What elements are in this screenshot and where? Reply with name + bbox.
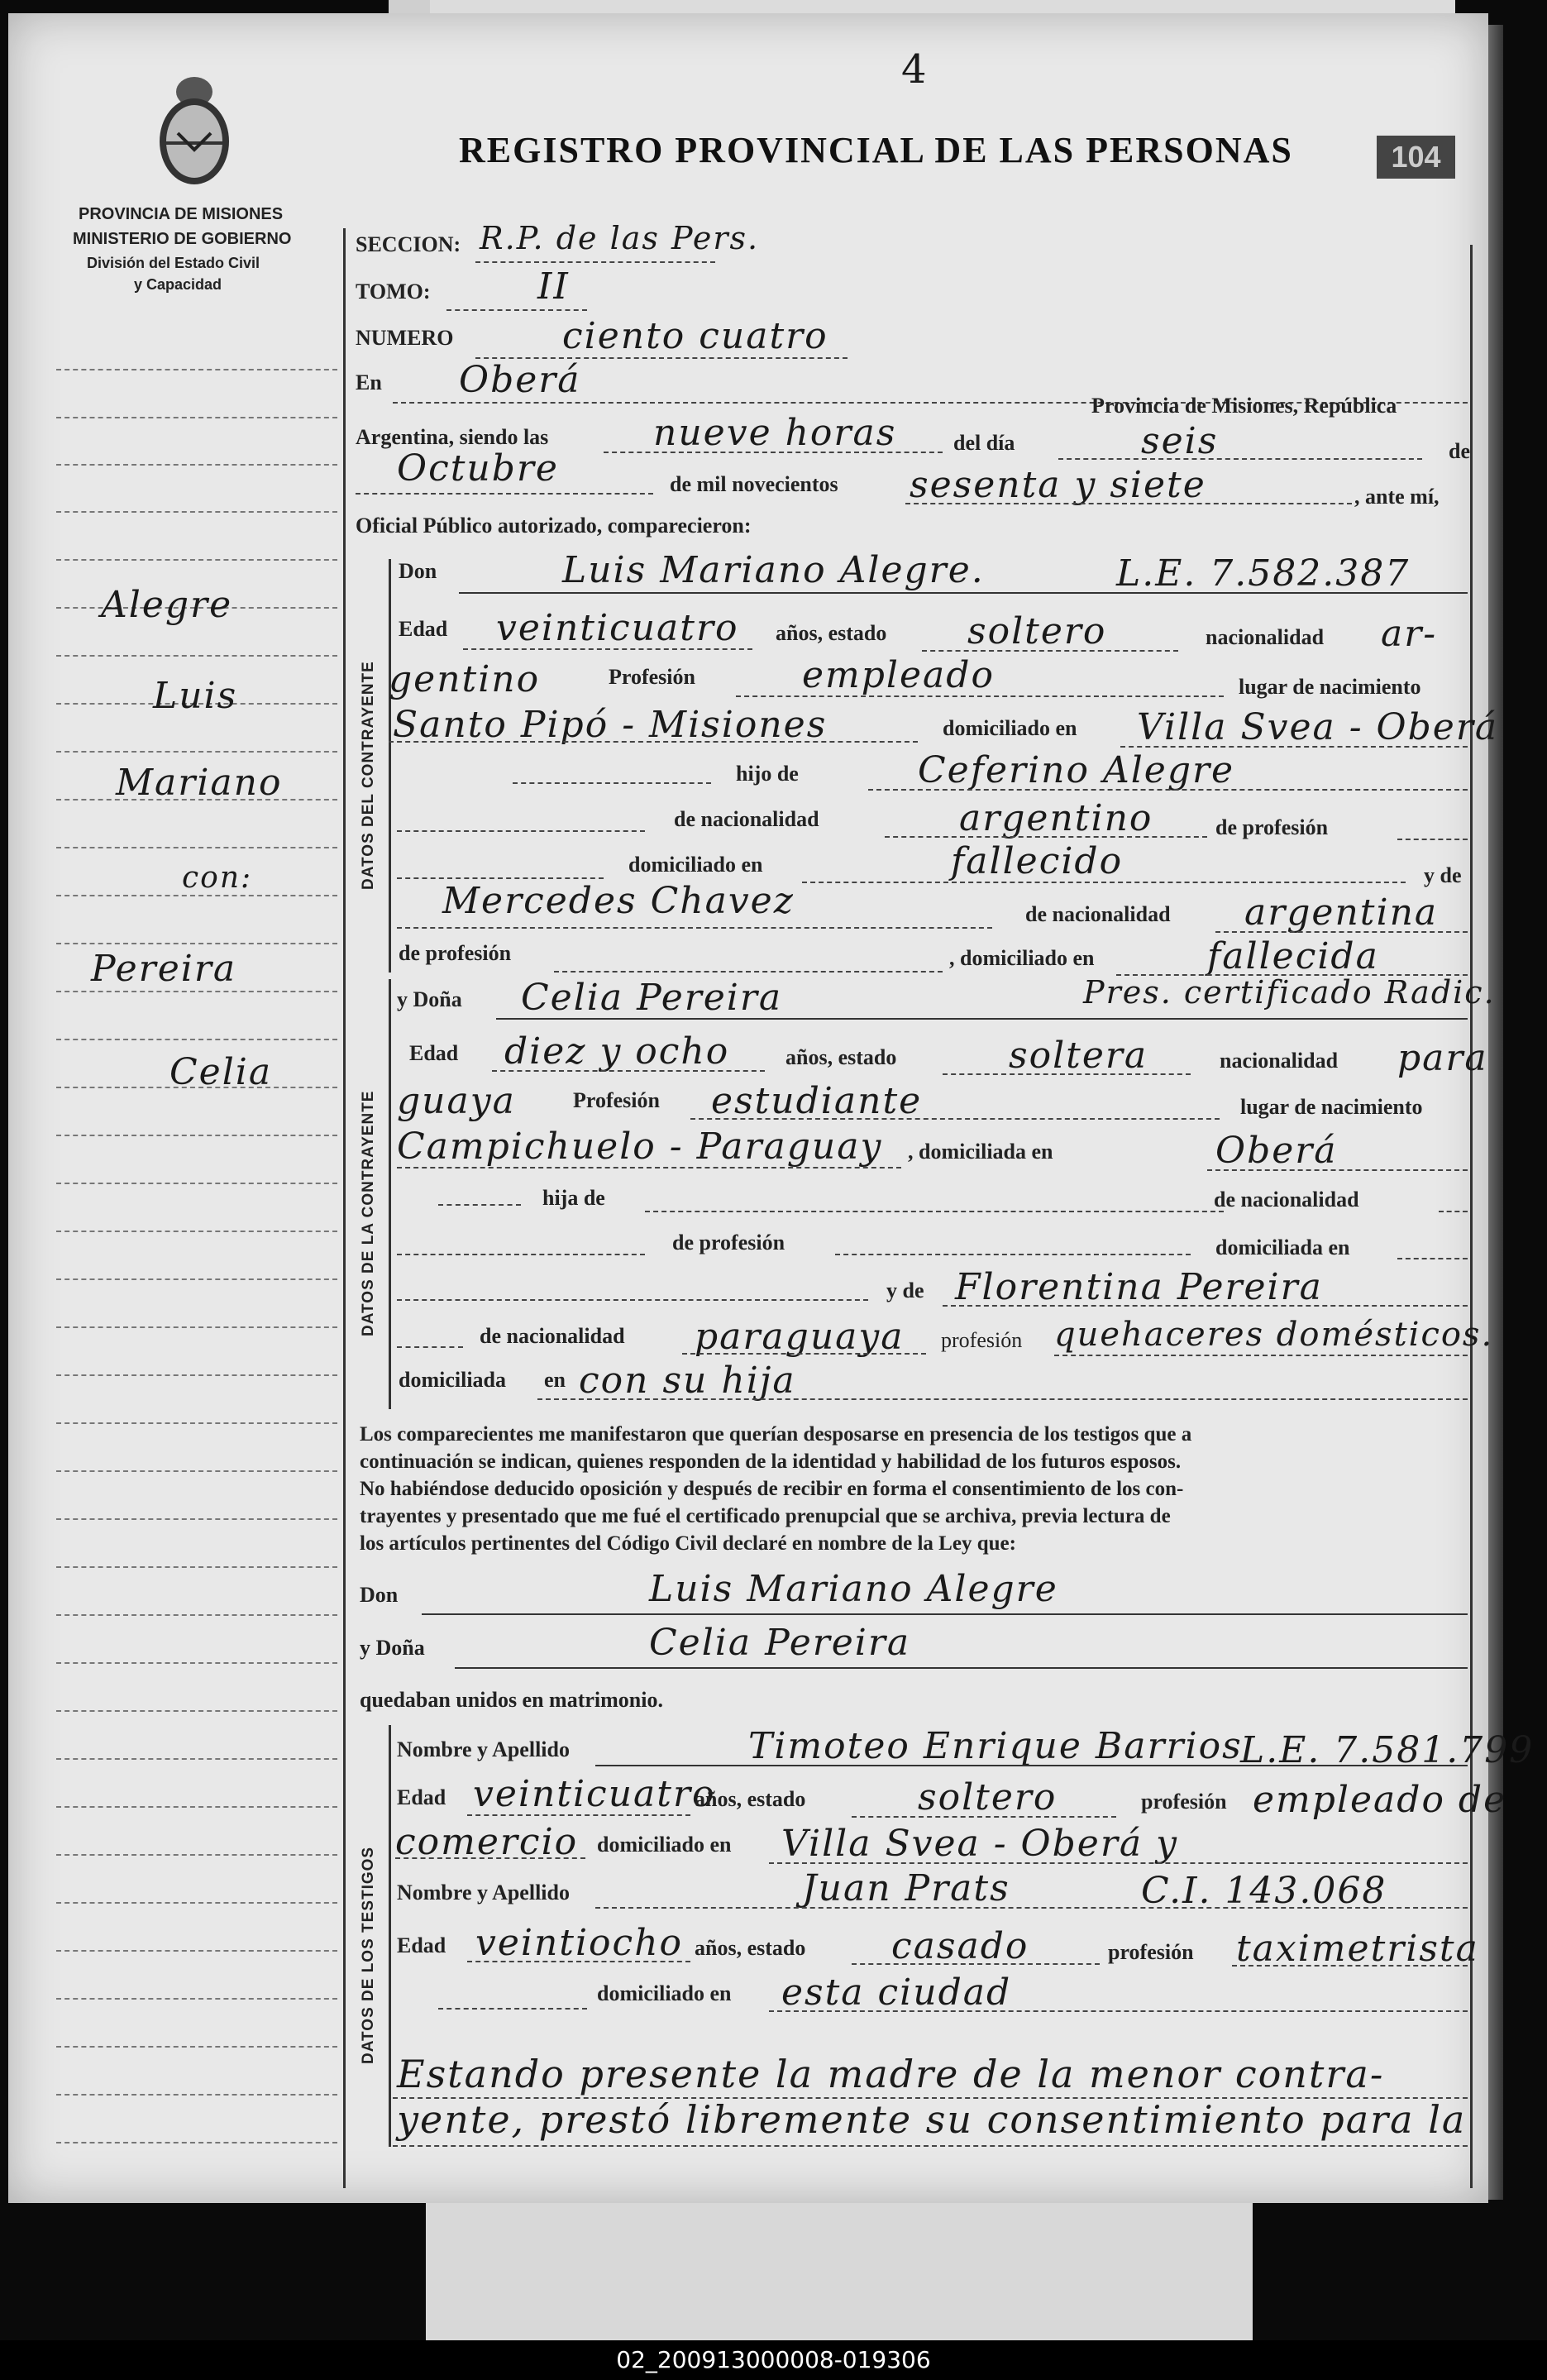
bride-dom-value: Oberá [1215,1130,1338,1172]
del-dia-label: del día [953,431,1015,455]
bride-mother-dom-en: en [544,1368,566,1392]
bride-lugar-value: Campichuelo - Paraguay [397,1125,883,1168]
groom-edad-value: veinticuatro [496,607,739,649]
bride-box-line [389,979,391,1409]
w2-name-value: Juan Prats [802,1867,1010,1909]
w1-name-value: Timoteo Enrique Barrios [748,1725,1243,1767]
w1-prof-value-2: comercio [395,1821,579,1863]
page-title: REGISTRO PROVINCIAL DE LAS PERSONAS [459,130,1293,170]
office-line-4: y Capacidad [134,276,222,293]
de-label: de [1449,439,1470,463]
bride-name-value: Celia Pereira [521,977,783,1019]
bride-section-label: DATOS DE LA CONTRAYENTE [360,1090,377,1336]
w1-dom-value: Villa Svea - Oberá y [781,1823,1178,1865]
office-line-1: PROVINCIA DE MISIONES [79,205,284,223]
groom-mother-dom-value: fallecida [1207,935,1379,977]
mother-prof-label: de profesión [399,941,512,965]
ante-mi-label: , ante mí, [1354,485,1440,509]
groom-mother-nac-value: argentina [1244,891,1439,934]
margin-note-3: Mariano [116,762,283,804]
office-line-3: División del Estado Civil [87,255,260,271]
groom-profesion-label: Profesión [609,665,695,689]
groom-lugar-label: lugar de nacimiento [1239,675,1421,699]
groom-edad-label: Edad [399,617,448,641]
groom-nac-value-1: ar- [1381,613,1438,655]
groom-box-line [389,559,391,973]
groom-dom-label: domiciliado en [943,716,1077,740]
bride-father-nac-label: de nacionalidad [1214,1188,1359,1212]
note-line-2: yente, prestó libremente su consentimiento para la [397,2097,1467,2142]
w2-dom-value: esta ciudad [781,1971,1012,2014]
en-value: Oberá [459,359,581,401]
groom-nac-label: nacionalidad [1206,625,1325,649]
w2-edad-value: veintiocho [475,1922,684,1964]
decl-don-value: Luis Mariano Alegre [649,1568,1058,1610]
w2-estado-value: casado [891,1925,1029,1967]
coat-of-arms-icon [145,67,244,191]
provincia-label: Provincia de Misiones, República [1091,394,1397,418]
tomo-value: II [537,265,570,308]
page-number: 4 [901,46,929,93]
quedaban-label: quedaban unidos en matrimonio. [360,1688,663,1712]
oficial-label: Oficial Público autorizado, comparecieron: [356,514,752,538]
bride-mother-value: Florentina Pereira [955,1266,1323,1308]
office-line-2: MINISTERIO DE GOBIERNO [73,230,292,248]
w1-edad-label: Edad [397,1785,446,1809]
bride-profesion-label: Profesión [573,1088,660,1112]
hora-value: nueve horas [653,412,897,454]
decl-don-label: Don [360,1583,399,1607]
margin-note-4: con: [182,861,253,895]
groom-don-label: Don [399,559,437,583]
paragraph-line-2: continuación se indican, quienes responden de la identidad y habilidad de los futuros esposos. [360,1450,1182,1473]
bride-mother-prof-value: quehaceres domésticos. [1054,1316,1494,1354]
seccion-value: R.P. de las Pers. [480,220,760,256]
bride-note-value: Pres. certificado Radic. [1083,974,1496,1011]
bride-father-prof-label: de profesión [672,1231,785,1255]
paragraph-line-3: No habiéndose deducido oposición y después de recibir en forma el consentimiento de los con- [360,1478,1184,1500]
w1-estado-value: soltero [918,1776,1058,1818]
mil-novecientos-label: de mil novecientos [670,472,838,496]
groom-name-value: Luis Mariano Alegre. [562,549,985,591]
w2-anos-estado-label: años, estado [695,1936,806,1960]
hijo-de-label: hijo de [736,762,799,786]
witness-section-label: DATOS DE LOS TESTIGOS [360,1846,377,2064]
groom-section-label: DATOS DEL CONTRAYENTE [360,661,377,890]
w1-edad-value: veinticuatro [473,1773,716,1815]
groom-prof-value: empleado [802,654,995,696]
bride-edad-label: Edad [409,1041,459,1065]
bride-edad-value: diez y ocho [504,1030,730,1073]
image-id-footer: 02_200913000008-019306 [0,2340,1547,2380]
w1-doc-value: L.E. 7.581.799 [1240,1729,1535,1771]
father-prof-label: de profesión [1215,815,1329,839]
y-de-label: y de [1424,863,1462,887]
bride-dom-label: , domiciliada en [908,1140,1053,1164]
witness-box-line [389,1725,391,2147]
groom-dom-value: Villa Svea - Oberá [1137,706,1499,748]
bride-mother-prof-label: profesión [941,1328,1023,1352]
decl-dona-label: y Doña [360,1636,425,1660]
groom-estado-value: soltero [967,610,1107,652]
argentina-label: Argentina, siendo las [356,425,549,449]
father-nac-label: de nacionalidad [674,807,819,831]
paragraph-line-4: trayentes y presentado que me fué el certificado prenupcial que se archiva, previa lectura de [360,1505,1171,1527]
w1-profesion-label: profesión [1141,1790,1227,1814]
numero-value: ciento cuatro [562,315,828,357]
margin-note-6: Celia [170,1051,273,1093]
note-line-1: Estando presente la madre de la menor contra- [397,2052,1385,2096]
groom-nac-value-2: gentino [389,658,541,700]
bride-nac-value-2: guaya [397,1080,516,1122]
bride-father-dom-label: domiciliada en [1215,1235,1350,1259]
groom-father-dom-value: fallecido [951,840,1124,882]
frame-left-line [343,228,346,2188]
bride-prof-value: estudiante [711,1080,923,1122]
groom-father-value: Ceferino Alegre [918,749,1235,791]
anio-value: sesenta y siete [910,464,1206,506]
w2-edad-label: Edad [397,1933,446,1957]
en-label: En [356,370,382,394]
w1-prof-value-1: empleado de [1253,1779,1507,1821]
hija-de-label: hija de [542,1186,605,1210]
margin-note-5: Pereira [91,948,237,990]
w2-doc-value: C.I. 143.068 [1141,1870,1387,1912]
bride-anos-estado-label: años, estado [785,1045,897,1069]
w1-anos-estado-label: años, estado [695,1787,806,1811]
father-dom-label: domiciliado en [628,853,763,877]
volume-stamp: 104 [1377,136,1455,179]
bride-mother-nac-label: de nacionalidad [480,1324,625,1348]
margin-note-2: Luis [153,675,238,717]
w2-dom-label: domiciliado en [597,1981,732,2005]
mother-nac-label: de nacionalidad [1025,902,1171,926]
paragraph-line-1: Los comparecientes me manifestaron que querían desposarse en presencia de los testigos que a [360,1423,1192,1446]
bride-lugar-label: lugar de nacimiento [1240,1095,1423,1119]
margin-note-1: Alegre [101,584,233,626]
bride-dona-label: y Doña [397,987,462,1011]
frame-right-line [1470,245,1473,2188]
decl-dona-value: Celia Pereira [649,1622,911,1664]
bride-estado-value: soltera [1009,1035,1148,1077]
w2-nombre-label: Nombre y Apellido [397,1881,570,1904]
bride-mother-nac-value: paraguaya [695,1316,905,1358]
bride-mother-dom-value: con su hija [579,1360,796,1402]
seccion-label: SECCION: [356,232,461,256]
groom-anos-estado-label: años, estado [776,621,887,645]
register-page [8,13,1535,2203]
groom-mother-value: Mercedes Chavez [442,880,795,922]
groom-doc-value: L.E. 7.582.387 [1116,552,1411,595]
numero-label: NUMERO [356,326,454,350]
w2-profesion-label: profesión [1108,1940,1194,1964]
groom-lugar-value: Santo Pipó - Misiones [393,704,828,746]
tomo-label: TOMO: [356,280,431,303]
mother-dom-label: , domiciliado en [949,946,1095,970]
dia-value: seis [1141,420,1219,462]
mes-value: Octubre [397,447,559,490]
bride-y-de-label: y de [886,1278,924,1302]
groom-father-nac-value: argentino [959,797,1153,839]
w1-nombre-label: Nombre y Apellido [397,1737,570,1761]
bride-mother-dom-label: domiciliada [399,1368,507,1392]
bride-nac-value-1: para [1397,1037,1488,1079]
paragraph-line-5: los artículos pertinentes del Código Civil declaré en nombre de la Ley que: [360,1532,1016,1555]
w1-dom-label: domiciliado en [597,1833,732,1857]
w2-prof-value: taximetrista [1236,1928,1479,1970]
bride-nac-label: nacionalidad [1220,1049,1339,1073]
